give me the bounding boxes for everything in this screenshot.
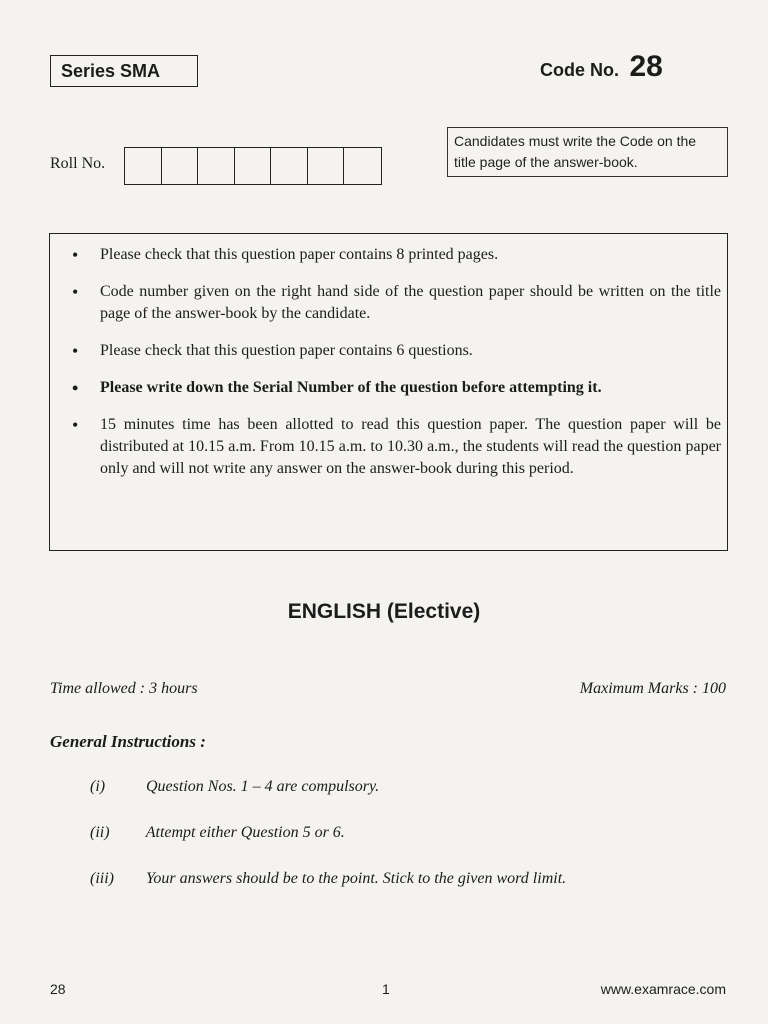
instruction-item	[72, 340, 721, 362]
maximum-marks: Maximum Marks : 100	[579, 680, 726, 697]
roll-number-cell	[235, 148, 272, 184]
instruction-text: 15 minutes time has been allotted to read this question paper. The question paper will be distributed at 10.15 a.m. From 10.15 a.m. to 10.30 a.m., the students will read the question paper only and will not write any answer on the answer-book during this period.	[100, 416, 721, 477]
item-number: (iii)	[90, 870, 114, 887]
page-number: 1	[382, 981, 390, 997]
bullet-icon: •	[72, 282, 79, 302]
roll-number-cell	[125, 148, 162, 184]
roll-number-cell	[344, 148, 381, 184]
series-label: Series SMA	[50, 55, 198, 87]
code-label: Code No.	[540, 60, 619, 80]
roll-number-cell	[308, 148, 345, 184]
instruction-text: Please write down the Serial Number of the question before attempting it.	[100, 379, 602, 396]
code-number: 28	[629, 50, 663, 83]
roll-number-label: Roll No.	[50, 155, 106, 172]
bullet-icon: •	[72, 378, 79, 398]
item-text: Your answers should be to the point. Stick to the given word limit.	[146, 870, 567, 887]
item-text: Question Nos. 1 – 4 are compulsory.	[146, 778, 380, 795]
item-number: (i)	[90, 778, 106, 795]
instructions-list	[72, 244, 721, 480]
roll-number-cell	[162, 148, 199, 184]
item-text: Attempt either Question 5 or 6.	[145, 824, 345, 841]
instruction-text: Please check that this question paper contains 8 printed pages.	[100, 246, 499, 263]
instructions-box	[49, 233, 728, 551]
footer-code: 28	[50, 981, 66, 997]
general-instructions-heading: General Instructions :	[50, 732, 206, 751]
instruction-text: Code number given on the right hand side of the question paper should be written on the title page of the answer-book by the candidate.	[100, 283, 721, 322]
general-instruction-item	[90, 824, 345, 842]
bullet-icon: •	[72, 245, 79, 265]
roll-number-grid	[124, 147, 382, 185]
instruction-item	[72, 377, 721, 399]
paper-title: ENGLISH (Elective)	[287, 600, 481, 623]
instruction-item	[72, 244, 721, 266]
instruction-text: Please check that this question paper contains 6 questions.	[100, 342, 473, 359]
roll-number-cell	[271, 148, 308, 184]
time-allowed: Time allowed : 3 hours	[50, 680, 198, 697]
instruction-item	[72, 281, 721, 325]
code-number-block	[540, 50, 663, 84]
bullet-icon: •	[72, 415, 79, 435]
bullet-icon: •	[72, 341, 79, 361]
item-number: (ii)	[90, 824, 110, 841]
general-instruction-item	[90, 870, 566, 888]
general-instruction-item	[90, 778, 379, 796]
roll-number-cell	[198, 148, 235, 184]
code-note: Candidates must write the Code on the title page of the answer-book.	[447, 127, 728, 177]
footer-website: www.examrace.com	[600, 981, 726, 997]
instruction-item	[72, 414, 721, 480]
